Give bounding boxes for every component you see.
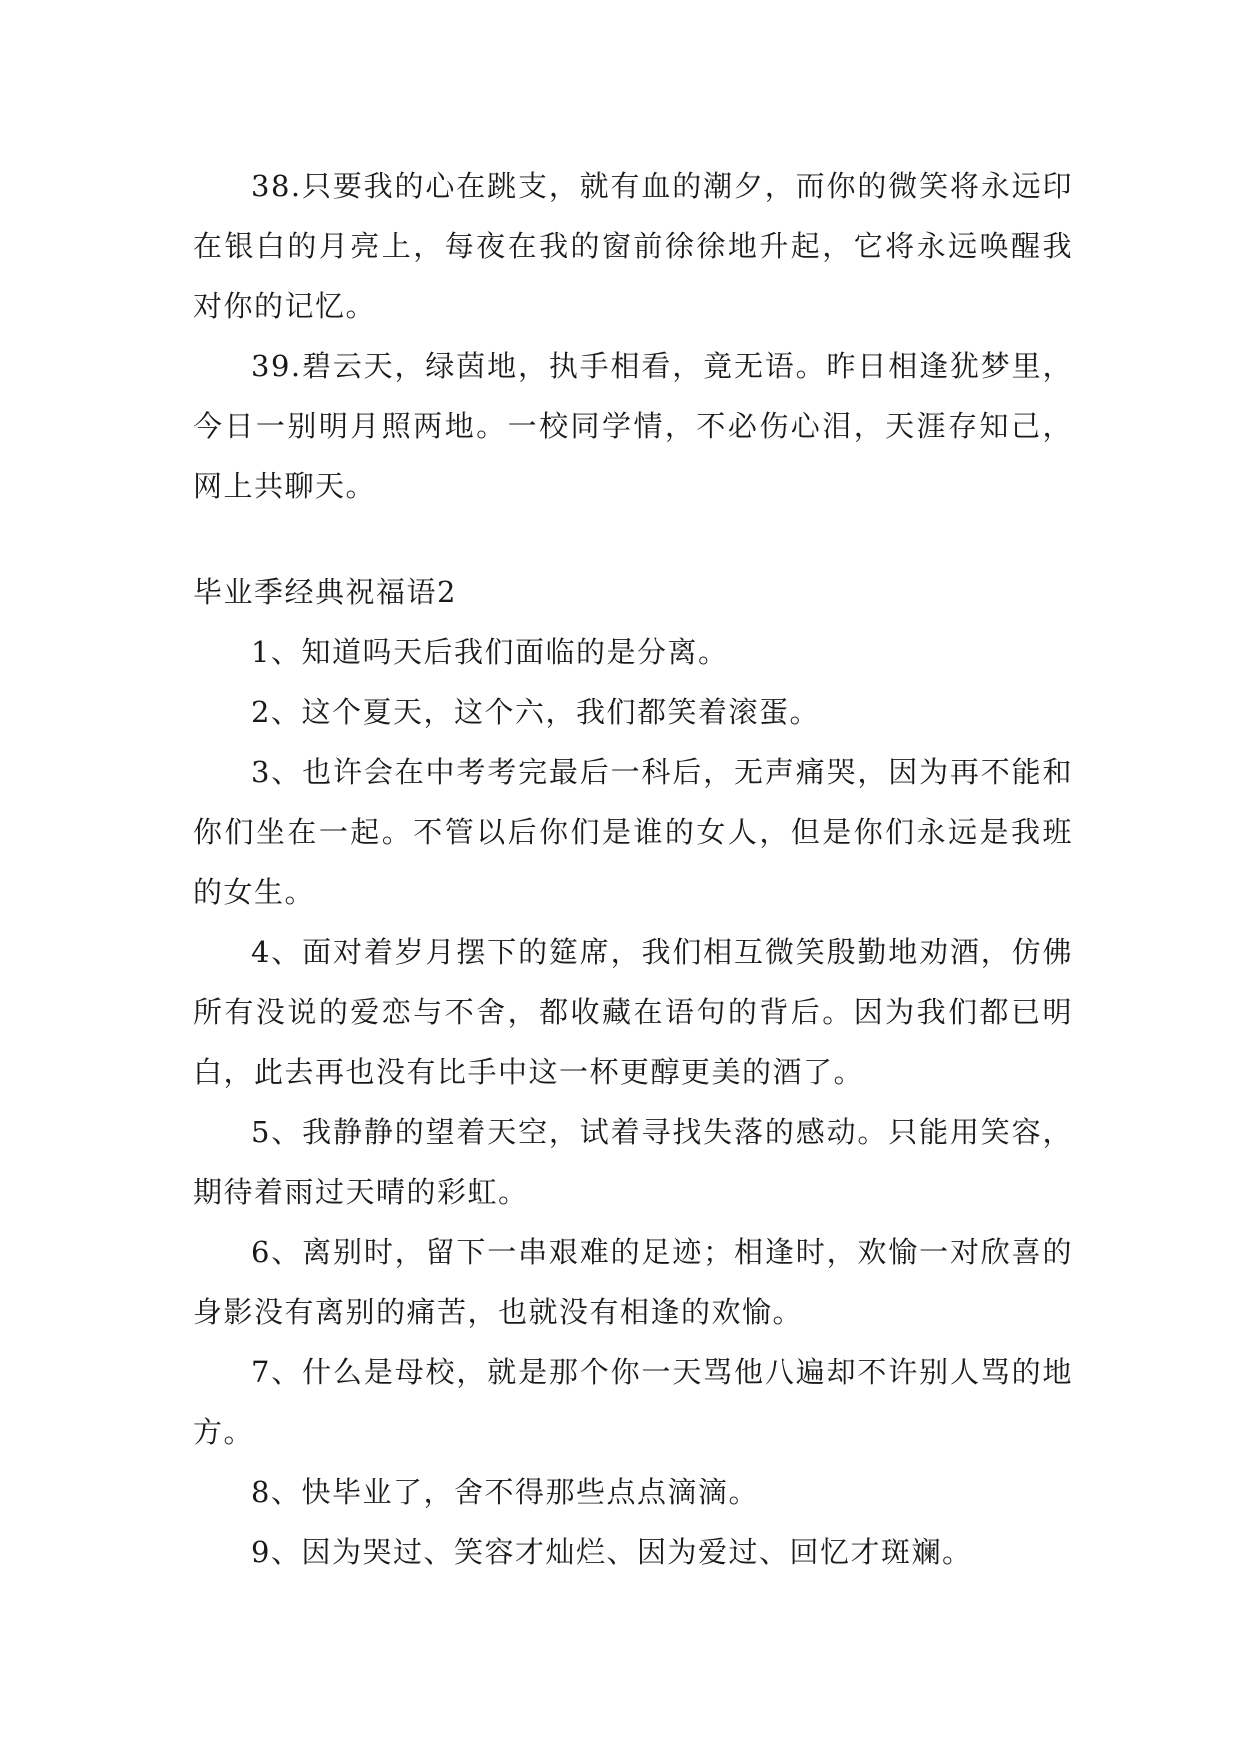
paragraph-8: 8、快毕业了，舍不得那些点点滴滴。 <box>251 1475 759 1509</box>
document-body <box>193 156 1073 1582</box>
paragraph-3: 3、也许会在中考考完最后一科后，无声痛哭，因为再不能和你们坐在一起。不管以后你们是谁的女人，但是你们永远是我班的女生。 <box>193 755 1073 909</box>
paragraph-39: 39.碧云天，绿茵地，执手相看，竟无语。昨日相逢犹梦里，今日一别明月照两地。一校同学情，不必伤心泪，天涯存知己，网上共聊天。 <box>193 349 1073 503</box>
paragraph-4: 4、面对着岁月摆下的筵席，我们相互微笑殷勤地劝酒，仿佛所有没说的爱恋与不舍，都收藏在语句的背后。因为我们都已明白，此去再也没有比手中这一杯更醇更美的酒了。 <box>193 935 1073 1089</box>
paragraph-38: 38.只要我的心在跳支，就有血的潮夕，而你的微笑将永远印在银白的月亮上，每夜在我的窗前徐徐地升起，它将永远唤醒我对你的记忆。 <box>193 169 1073 323</box>
paragraph-6: 6、离别时，留下一串艰难的足迹；相逢时，欢愉一对欣喜的身影没有离别的痛苦，也就没有相逢的欢愉。 <box>193 1235 1073 1329</box>
paragraph-7: 7、什么是母校，就是那个你一天骂他八遍却不许别人骂的地方。 <box>193 1355 1073 1449</box>
section-gap <box>193 516 1073 562</box>
paragraph-1: 1、知道吗天后我们面临的是分离。 <box>251 635 729 669</box>
paragraph-5: 5、我静静的望着天空，试着寻找失落的感动。只能用笑容，期待着雨过天晴的彩虹。 <box>193 1115 1073 1209</box>
paragraph-2: 2、这个夏天，这个六，我们都笑着滚蛋。 <box>251 695 820 729</box>
paragraph-9: 9、因为哭过、笑容才灿烂、因为爱过、回忆才斑斓。 <box>251 1535 973 1569</box>
section-heading: 毕业季经典祝福语2 <box>193 575 457 609</box>
